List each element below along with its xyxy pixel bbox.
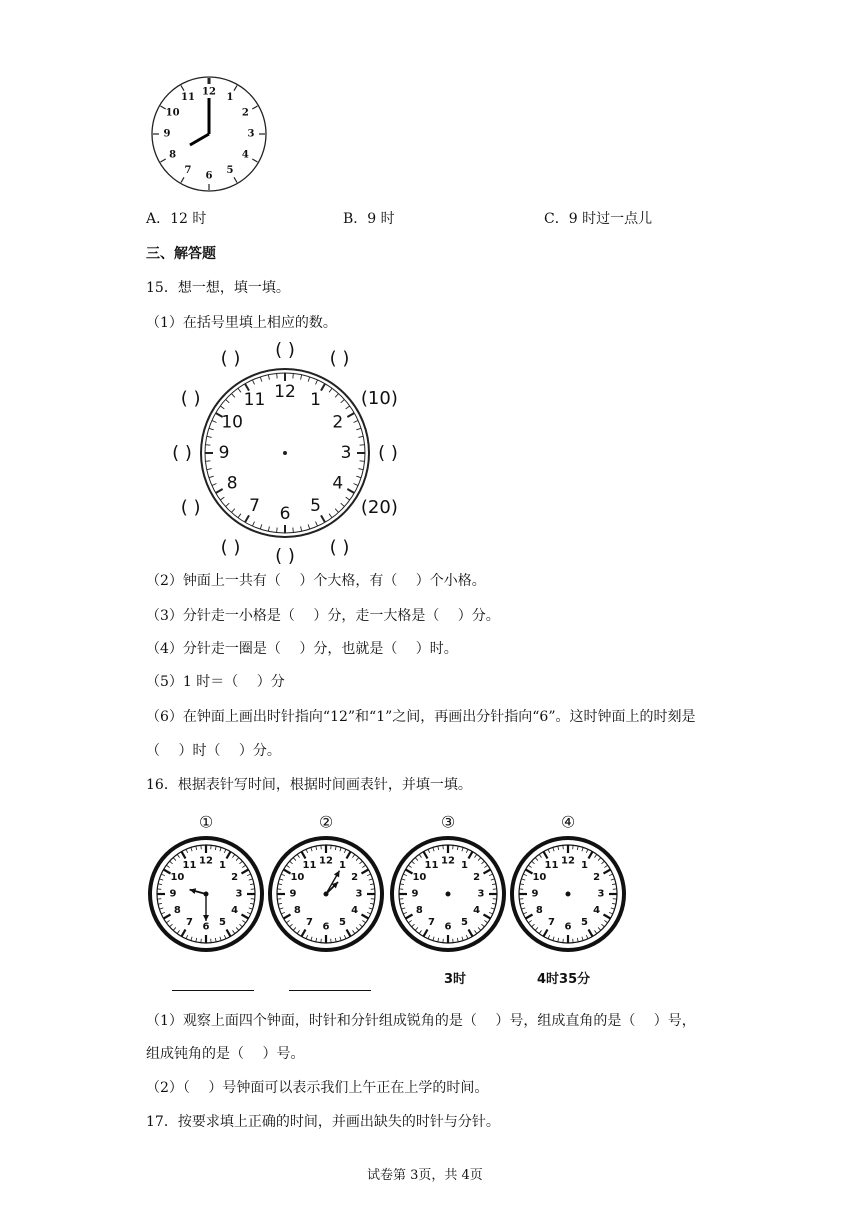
small-tick <box>360 445 365 446</box>
q16-stem: 16．根据表针写时间，根据时间画表针，并填一填。 <box>146 777 472 793</box>
q14-option-b: B．9 时 <box>343 211 395 227</box>
small-tick <box>293 373 294 378</box>
clock-number: 8 <box>535 905 543 916</box>
clock-number: 9 <box>531 888 539 900</box>
clock-number: 10 <box>532 872 547 883</box>
clock-number: 5 <box>226 164 234 176</box>
clock-number: 3 <box>477 888 485 900</box>
outer-bracket: ( ) <box>378 442 398 464</box>
clock-number: 6 <box>564 921 572 933</box>
clock-number: 10 <box>412 872 427 883</box>
clock-number: 2 <box>351 872 359 883</box>
clock-number: 5 <box>461 917 468 929</box>
clock-number: 6 <box>205 170 213 182</box>
dial-number: 9 <box>218 443 230 463</box>
small-tick <box>277 373 278 378</box>
dial-number: 1 <box>310 390 321 411</box>
clock-number: 5 <box>219 917 226 929</box>
clock-center <box>566 892 571 897</box>
dial-center <box>283 451 287 455</box>
clock-number: 12 <box>441 855 455 867</box>
clock-number: 4 <box>593 905 601 916</box>
clock-number: 12 <box>319 855 333 867</box>
clock-number: 12 <box>202 86 216 98</box>
q15-part2: （2）钟面上一共有（ ）个大格，有（ ）个小格。 <box>146 573 486 589</box>
clock-number: 1 <box>461 859 468 871</box>
outer-bracket: ( ) <box>172 442 192 464</box>
clock-number: 5 <box>339 917 346 929</box>
clock-number: 9 <box>163 128 171 140</box>
q15-part4: （4）分针走一圈是（ ）分，也就是（ ）时。 <box>146 641 458 657</box>
q15-part3: （3）分针走一小格是（ ）分，走一大格是（ ）分。 <box>146 608 500 624</box>
clock-number: 3 <box>235 888 243 900</box>
clock-number: 8 <box>173 905 181 916</box>
q16-sub1-line1: （1）观察上面四个钟面，时针和分针组成锐角的是（ ）号，组成直角的是（ ）号， <box>146 1013 696 1029</box>
q15-part6-line1: （6）在钟面上画出时针指向“12”和“1”之间，再画出分针指向“6”。这时钟面上的时刻是 <box>146 709 696 725</box>
clock-mark: ② <box>318 812 334 832</box>
clock-number: 4 <box>241 149 249 161</box>
q16-sub2: （2）（ ）号钟面可以表示我们上午正在上学的时间。 <box>146 1080 489 1096</box>
dial-number: 6 <box>279 504 291 524</box>
q15-part1: （1）在括号里填上相应的数。 <box>146 315 337 331</box>
dial-number: 2 <box>332 412 344 433</box>
dial-number: 12 <box>274 382 296 402</box>
outer-bracket: ( ) <box>329 348 350 370</box>
page-footer: 试卷第 3页，共 4页 <box>367 1168 483 1183</box>
dial-number: 11 <box>243 390 266 411</box>
clock-number: 2 <box>473 872 481 883</box>
clock-number: 4 <box>473 905 481 916</box>
clock-number: 7 <box>428 917 435 929</box>
outer-bracket: ( ) <box>275 545 295 567</box>
q15-part6-line2: （ ）时（ ）分。 <box>146 743 281 759</box>
clock-number: 11 <box>181 92 195 104</box>
clock-number: 11 <box>302 859 317 871</box>
clock-number: 1 <box>219 859 226 871</box>
clock-number: 3 <box>597 888 605 900</box>
clock-number: 11 <box>182 859 197 871</box>
small-tick <box>205 445 210 446</box>
clock-number: 12 <box>199 855 213 867</box>
outer-bracket: ( ) <box>329 536 350 558</box>
small-tick <box>205 461 210 462</box>
clock-number: 2 <box>241 107 249 119</box>
dial-number: 7 <box>249 495 260 516</box>
clock-number: 5 <box>581 917 588 929</box>
clock-center <box>446 892 451 897</box>
clock-number: 11 <box>424 859 439 871</box>
small-tick <box>293 528 294 533</box>
q16-clocks <box>140 808 640 988</box>
q16-answer-line-2[interactable] <box>289 990 371 991</box>
q14-option-c: C．9 时过一点儿 <box>544 211 653 227</box>
small-tick <box>277 528 278 533</box>
clock-number: 9 <box>411 888 419 900</box>
q15-part5: （5）1 时＝（ ）分 <box>146 674 285 690</box>
clock-number: 2 <box>593 872 601 883</box>
clock-number: 4 <box>231 905 239 916</box>
clock-number: 10 <box>165 107 180 119</box>
clock-number: 3 <box>247 128 255 140</box>
clock-number: 9 <box>169 888 177 900</box>
clock-number: 10 <box>170 872 185 883</box>
dial-number: 10 <box>221 412 243 433</box>
clock-number: 9 <box>289 888 297 900</box>
clock-number: 6 <box>444 921 452 933</box>
clock-number: 8 <box>169 149 177 161</box>
clock-number: 11 <box>544 859 559 871</box>
clock-number: 7 <box>186 917 193 929</box>
outer-bracket: ( ) <box>180 388 201 409</box>
clock-number: 2 <box>231 872 239 883</box>
clock-number: 4 <box>351 905 359 916</box>
section-title: 三、解答题 <box>146 246 216 262</box>
q14-clock <box>150 76 268 194</box>
clock-number: 7 <box>184 164 192 176</box>
clock-number: 6 <box>322 921 330 933</box>
clock-number: 8 <box>293 905 301 916</box>
q16-answer-line-1[interactable] <box>172 990 254 991</box>
clock-number: 7 <box>548 917 555 929</box>
outer-bracket: ( ) <box>275 339 295 361</box>
outer-bracket: (10) <box>360 388 398 409</box>
dial-number: 3 <box>340 443 352 463</box>
dial-number: 5 <box>310 495 321 516</box>
outer-bracket: ( ) <box>180 497 201 518</box>
clock-number: 1 <box>339 859 346 871</box>
clock-mark: ③ <box>440 812 456 832</box>
outer-bracket: ( ) <box>220 348 241 370</box>
clock-number: 1 <box>581 859 588 871</box>
clock-number: 10 <box>290 872 305 883</box>
q16-sub1-line2: 组成钝角的是（ ）号。 <box>146 1046 305 1062</box>
outer-bracket: ( ) <box>220 536 241 558</box>
clock-number: 8 <box>415 905 423 916</box>
q15-dial <box>150 339 430 567</box>
clock-number: 7 <box>306 917 313 929</box>
q17-stem: 17．按要求填上正确的时间，并画出缺失的时针与分针。 <box>146 1114 500 1130</box>
clock-mark: ① <box>198 812 214 832</box>
dial-number: 4 <box>332 473 344 494</box>
clock-number: 1 <box>226 92 234 104</box>
outer-bracket: (20) <box>360 497 398 518</box>
dial-number: 8 <box>226 473 238 494</box>
clock-number: 12 <box>561 855 575 867</box>
clock-number: 6 <box>202 921 210 933</box>
q16-caption-4: 4时35分 <box>537 972 591 987</box>
q15-stem: 15．想一想，填一填。 <box>146 280 290 296</box>
clock-number: 3 <box>355 888 363 900</box>
q16-caption-3: 3时 <box>444 972 467 987</box>
clock-mark: ④ <box>560 812 576 832</box>
small-tick <box>360 461 365 462</box>
q14-option-a: A．12 时 <box>146 211 207 227</box>
